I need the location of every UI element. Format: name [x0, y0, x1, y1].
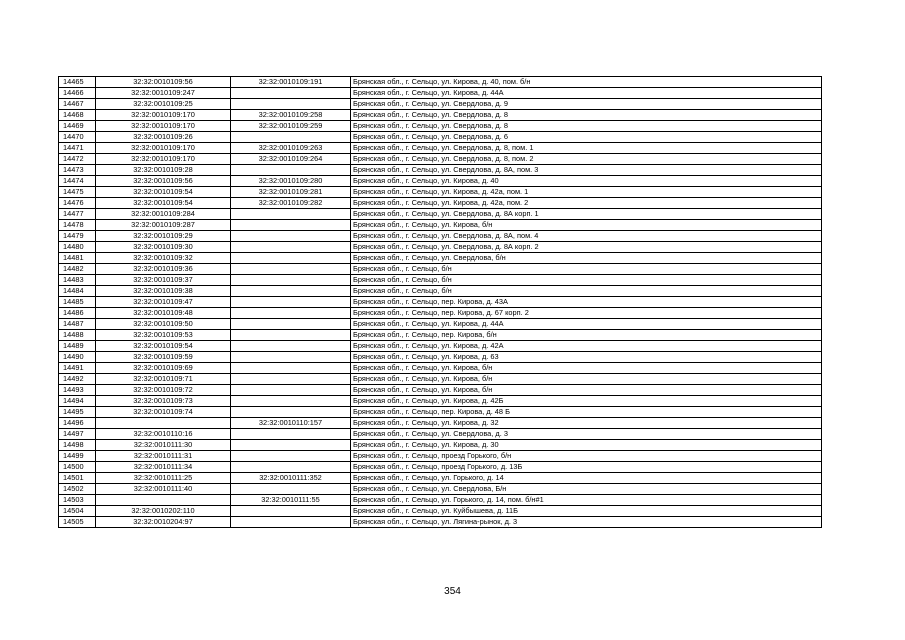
cadastral-number-cell: 32:32:0010109:74: [96, 407, 231, 418]
parent-cadastral-number-cell: [231, 484, 351, 495]
parent-cadastral-number-cell: [231, 253, 351, 264]
table-row: [59, 352, 822, 363]
cadastral-number-cell: 32:32:0010109:56: [96, 176, 231, 187]
address-cell: Брянская обл., г. Сельцо, пер. Кирова, д. 48 Б: [351, 407, 822, 418]
address-cell: Брянская обл., г. Сельцо, ул. Кирова, д. 42А: [351, 341, 822, 352]
address-cell: Брянская обл., г. Сельцо, проезд Горького, б/н: [351, 451, 822, 462]
table-row: [59, 154, 822, 165]
cadastral-number-cell: 32:32:0010109:25: [96, 99, 231, 110]
parent-cadastral-number-cell: 32:32:0010110:157: [231, 418, 351, 429]
parent-cadastral-number-cell: [231, 297, 351, 308]
table-row: [59, 451, 822, 462]
address-cell: Брянская обл., г. Сельцо, ул. Свердлова, Б/н: [351, 484, 822, 495]
address-cell: Брянская обл., г. Сельцо, б/н: [351, 275, 822, 286]
row-number-cell: 14476: [59, 198, 96, 209]
row-number-cell: 14471: [59, 143, 96, 154]
row-number-cell: 14496: [59, 418, 96, 429]
parent-cadastral-number-cell: 32:32:0010109:280: [231, 176, 351, 187]
cadastral-number-cell: 32:32:0010109:30: [96, 242, 231, 253]
parent-cadastral-number-cell: [231, 506, 351, 517]
table-row: [59, 407, 822, 418]
parent-cadastral-number-cell: [231, 220, 351, 231]
address-cell: Брянская обл., г. Сельцо, ул. Кирова, б/н: [351, 385, 822, 396]
cadastral-number-cell: [96, 495, 231, 506]
row-number-cell: 14501: [59, 473, 96, 484]
cadastral-number-cell: 32:32:0010109:26: [96, 132, 231, 143]
table-row: [59, 231, 822, 242]
table-row: [59, 121, 822, 132]
parent-cadastral-number-cell: 32:32:0010109:263: [231, 143, 351, 154]
address-cell: Брянская обл., г. Сельцо, ул. Свердлова, д. 6: [351, 132, 822, 143]
address-cell: Брянская обл., г. Сельцо, ул. Кирова, б/н: [351, 220, 822, 231]
address-cell: Брянская обл., г. Сельцо, ул. Кирова, д. 42Б: [351, 396, 822, 407]
cadastral-number-cell: 32:32:0010109:284: [96, 209, 231, 220]
row-number-cell: 14495: [59, 407, 96, 418]
address-cell: Брянская обл., г. Сельцо, ул. Свердлова, д. 8А корп. 1: [351, 209, 822, 220]
parent-cadastral-number-cell: [231, 165, 351, 176]
row-number-cell: 14489: [59, 341, 96, 352]
address-cell: Брянская обл., г. Сельцо, ул. Кирова, д. 44А: [351, 319, 822, 330]
table-row: [59, 517, 822, 528]
cadastral-number-cell: 32:32:0010109:29: [96, 231, 231, 242]
table-row: [59, 473, 822, 484]
row-number-cell: 14478: [59, 220, 96, 231]
parent-cadastral-number-cell: [231, 517, 351, 528]
parent-cadastral-number-cell: [231, 429, 351, 440]
table-row: [59, 319, 822, 330]
table-row: [59, 374, 822, 385]
parent-cadastral-number-cell: 32:32:0010109:191: [231, 77, 351, 88]
table-row: [59, 429, 822, 440]
row-number-cell: 14497: [59, 429, 96, 440]
cadastral-number-cell: 32:32:0010109:36: [96, 264, 231, 275]
cadastral-number-cell: 32:32:0010109:71: [96, 374, 231, 385]
parent-cadastral-number-cell: [231, 396, 351, 407]
row-number-cell: 14487: [59, 319, 96, 330]
row-number-cell: 14466: [59, 88, 96, 99]
row-number-cell: 14486: [59, 308, 96, 319]
address-cell: Брянская обл., г. Сельцо, пер. Кирова, б/н: [351, 330, 822, 341]
row-number-cell: 14481: [59, 253, 96, 264]
table-row: [59, 253, 822, 264]
address-cell: Брянская обл., г. Сельцо, ул. Свердлова, д. 8, пом. 1: [351, 143, 822, 154]
cadastral-number-cell: 32:32:0010111:31: [96, 451, 231, 462]
table-row: [59, 209, 822, 220]
table-row: [59, 418, 822, 429]
address-cell: Брянская обл., г. Сельцо, ул. Лягина-рынок, д. 3: [351, 517, 822, 528]
row-number-cell: 14490: [59, 352, 96, 363]
table-row: [59, 110, 822, 121]
parent-cadastral-number-cell: [231, 440, 351, 451]
parent-cadastral-number-cell: 32:32:0010109:259: [231, 121, 351, 132]
address-cell: Брянская обл., г. Сельцо, ул. Свердлова, д. 8: [351, 121, 822, 132]
table-row: [59, 187, 822, 198]
row-number-cell: 14499: [59, 451, 96, 462]
table-row: [59, 88, 822, 99]
parent-cadastral-number-cell: [231, 231, 351, 242]
cadastral-number-cell: 32:32:0010109:50: [96, 319, 231, 330]
row-number-cell: 14479: [59, 231, 96, 242]
row-number-cell: 14502: [59, 484, 96, 495]
cadastral-number-cell: 32:32:0010109:170: [96, 110, 231, 121]
row-number-cell: 14483: [59, 275, 96, 286]
parent-cadastral-number-cell: [231, 132, 351, 143]
row-number-cell: 14475: [59, 187, 96, 198]
page-number: 354: [444, 586, 461, 597]
table-row: [59, 462, 822, 473]
parent-cadastral-number-cell: [231, 319, 351, 330]
parent-cadastral-number-cell: 32:32:0010109:264: [231, 154, 351, 165]
registry-table-body: [59, 77, 822, 528]
address-cell: Брянская обл., г. Сельцо, ул. Горького, д. 14, пом. б/н#1: [351, 495, 822, 506]
cadastral-number-cell: 32:32:0010109:56: [96, 77, 231, 88]
row-number-cell: 14491: [59, 363, 96, 374]
cadastral-number-cell: 32:32:0010109:287: [96, 220, 231, 231]
table-row: [59, 440, 822, 451]
address-cell: Брянская обл., г. Сельцо, ул. Кирова, д. 32: [351, 418, 822, 429]
address-cell: Брянская обл., г. Сельцо, б/н: [351, 286, 822, 297]
row-number-cell: 14482: [59, 264, 96, 275]
parent-cadastral-number-cell: [231, 385, 351, 396]
table-row: [59, 99, 822, 110]
address-cell: Брянская обл., г. Сельцо, ул. Кирова, д. 44А: [351, 88, 822, 99]
cadastral-number-cell: 32:32:0010111:25: [96, 473, 231, 484]
address-cell: Брянская обл., г. Сельцо, ул. Свердлова, д. 9: [351, 99, 822, 110]
address-cell: Брянская обл., г. Сельцо, ул. Свердлова, д. 3: [351, 429, 822, 440]
address-cell: Брянская обл., г. Сельцо, ул. Кирова, б/н: [351, 374, 822, 385]
table-row: [59, 264, 822, 275]
parent-cadastral-number-cell: 32:32:0010111:55: [231, 495, 351, 506]
table-row: [59, 242, 822, 253]
row-number-cell: 14465: [59, 77, 96, 88]
table-row: [59, 297, 822, 308]
cadastral-number-cell: 32:32:0010109:247: [96, 88, 231, 99]
cadastral-number-cell: 32:32:0010109:37: [96, 275, 231, 286]
address-cell: Брянская обл., г. Сельцо, ул. Кирова, д. 42а, пом. 1: [351, 187, 822, 198]
cadastral-number-cell: 32:32:0010109:170: [96, 121, 231, 132]
cadastral-number-cell: 32:32:0010109:69: [96, 363, 231, 374]
parent-cadastral-number-cell: [231, 264, 351, 275]
row-number-cell: 14504: [59, 506, 96, 517]
cadastral-number-cell: 32:32:0010109:53: [96, 330, 231, 341]
row-number-cell: 14470: [59, 132, 96, 143]
row-number-cell: 14469: [59, 121, 96, 132]
cadastral-number-cell: 32:32:0010109:54: [96, 341, 231, 352]
parent-cadastral-number-cell: [231, 99, 351, 110]
cadastral-number-cell: 32:32:0010110:16: [96, 429, 231, 440]
parent-cadastral-number-cell: [231, 363, 351, 374]
parent-cadastral-number-cell: [231, 330, 351, 341]
table-row: [59, 341, 822, 352]
row-number-cell: 14484: [59, 286, 96, 297]
row-number-cell: 14480: [59, 242, 96, 253]
table-row: [59, 363, 822, 374]
cadastral-number-cell: 32:32:0010109:38: [96, 286, 231, 297]
table-row: [59, 143, 822, 154]
table-row: [59, 176, 822, 187]
address-cell: Брянская обл., г. Сельцо, ул. Свердлова, д. 8: [351, 110, 822, 121]
parent-cadastral-number-cell: [231, 374, 351, 385]
row-number-cell: 14468: [59, 110, 96, 121]
parent-cadastral-number-cell: [231, 462, 351, 473]
address-cell: Брянская обл., г. Сельцо, пер. Кирова, д. 43А: [351, 297, 822, 308]
parent-cadastral-number-cell: [231, 286, 351, 297]
parent-cadastral-number-cell: [231, 242, 351, 253]
parent-cadastral-number-cell: [231, 209, 351, 220]
address-cell: Брянская обл., г. Сельцо, ул. Свердлова, д. 8А, пом. 4: [351, 231, 822, 242]
address-cell: Брянская обл., г. Сельцо, ул. Свердлова, д. 8, пом. 2: [351, 154, 822, 165]
table-row: [59, 275, 822, 286]
address-cell: Брянская обл., г. Сельцо, ул. Кирова, б/н: [351, 363, 822, 374]
parent-cadastral-number-cell: [231, 407, 351, 418]
table-row: [59, 308, 822, 319]
address-cell: Брянская обл., г. Сельцо, проезд Горького, д. 13Б: [351, 462, 822, 473]
cadastral-number-cell: 32:32:0010109:47: [96, 297, 231, 308]
table-row: [59, 396, 822, 407]
cadastral-number-cell: 32:32:0010204:97: [96, 517, 231, 528]
table-row: [59, 506, 822, 517]
address-cell: Брянская обл., г. Сельцо, пер. Кирова, д. 67 корп. 2: [351, 308, 822, 319]
table-row: [59, 132, 822, 143]
address-cell: Брянская обл., г. Сельцо, ул. Кирова, д. 63: [351, 352, 822, 363]
table-row: [59, 286, 822, 297]
cadastral-number-cell: 32:32:0010109:54: [96, 187, 231, 198]
parent-cadastral-number-cell: [231, 451, 351, 462]
address-cell: Брянская обл., г. Сельцо, ул. Кирова, д. 42а, пом. 2: [351, 198, 822, 209]
parent-cadastral-number-cell: 32:32:0010111:352: [231, 473, 351, 484]
row-number-cell: 14505: [59, 517, 96, 528]
cadastral-number-cell: 32:32:0010202:110: [96, 506, 231, 517]
cadastral-number-cell: 32:32:0010109:73: [96, 396, 231, 407]
parent-cadastral-number-cell: [231, 275, 351, 286]
table-row: [59, 495, 822, 506]
address-cell: Брянская обл., г. Сельцо, ул. Куйбышева, д. 11Б: [351, 506, 822, 517]
row-number-cell: 14500: [59, 462, 96, 473]
address-cell: Брянская обл., г. Сельцо, ул. Свердлова, б/н: [351, 253, 822, 264]
row-number-cell: 14473: [59, 165, 96, 176]
table-row: [59, 165, 822, 176]
cadastral-number-cell: [96, 418, 231, 429]
cadastral-number-cell: 32:32:0010109:32: [96, 253, 231, 264]
parent-cadastral-number-cell: [231, 352, 351, 363]
row-number-cell: 14485: [59, 297, 96, 308]
address-cell: Брянская обл., г. Сельцо, ул. Кирова, д. 40: [351, 176, 822, 187]
row-number-cell: 14477: [59, 209, 96, 220]
cadastral-number-cell: 32:32:0010109:170: [96, 143, 231, 154]
row-number-cell: 14467: [59, 99, 96, 110]
parent-cadastral-number-cell: [231, 308, 351, 319]
cadastral-number-cell: 32:32:0010111:34: [96, 462, 231, 473]
cadastral-number-cell: 32:32:0010111:40: [96, 484, 231, 495]
cadastral-number-cell: 32:32:0010109:54: [96, 198, 231, 209]
address-cell: Брянская обл., г. Сельцо, ул. Горького, д. 14: [351, 473, 822, 484]
row-number-cell: 14494: [59, 396, 96, 407]
row-number-cell: 14493: [59, 385, 96, 396]
parent-cadastral-number-cell: [231, 88, 351, 99]
row-number-cell: 14498: [59, 440, 96, 451]
parent-cadastral-number-cell: 32:32:0010109:281: [231, 187, 351, 198]
row-number-cell: 14472: [59, 154, 96, 165]
cadastral-number-cell: 32:32:0010109:28: [96, 165, 231, 176]
parent-cadastral-number-cell: 32:32:0010109:282: [231, 198, 351, 209]
table-row: [59, 385, 822, 396]
table-row: [59, 484, 822, 495]
cadastral-number-cell: 32:32:0010109:59: [96, 352, 231, 363]
cadastral-number-cell: 32:32:0010109:48: [96, 308, 231, 319]
row-number-cell: 14474: [59, 176, 96, 187]
table-row: [59, 198, 822, 209]
parent-cadastral-number-cell: [231, 341, 351, 352]
cadastral-number-cell: 32:32:0010111:30: [96, 440, 231, 451]
cadastral-number-cell: 32:32:0010109:72: [96, 385, 231, 396]
row-number-cell: 14492: [59, 374, 96, 385]
cadastral-number-cell: 32:32:0010109:170: [96, 154, 231, 165]
parent-cadastral-number-cell: 32:32:0010109:258: [231, 110, 351, 121]
address-cell: Брянская обл., г. Сельцо, ул. Свердлова, д. 8А, пом. 3: [351, 165, 822, 176]
address-cell: Брянская обл., г. Сельцо, ул. Кирова, д. 40, пом. б/н: [351, 77, 822, 88]
registry-table: [58, 76, 822, 528]
row-number-cell: 14503: [59, 495, 96, 506]
table-row: [59, 220, 822, 231]
address-cell: Брянская обл., г. Сельцо, ул. Свердлова, д. 8А корп. 2: [351, 242, 822, 253]
address-cell: Брянская обл., г. Сельцо, б/н: [351, 264, 822, 275]
address-cell: Брянская обл., г. Сельцо, ул. Кирова, д. 30: [351, 440, 822, 451]
table-row: [59, 77, 822, 88]
table-row: [59, 330, 822, 341]
row-number-cell: 14488: [59, 330, 96, 341]
